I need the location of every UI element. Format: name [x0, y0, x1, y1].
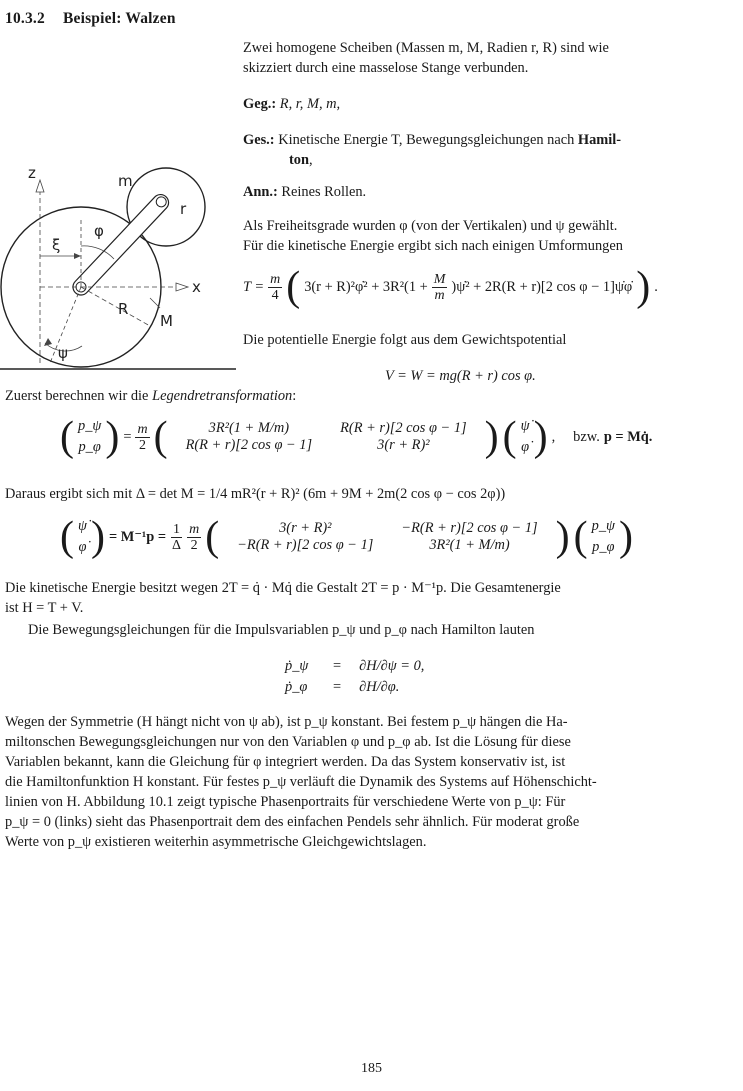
- sought-label: Ges.:: [243, 132, 275, 148]
- label-R: R: [118, 300, 129, 318]
- sought-comma: ,: [309, 152, 313, 168]
- given-text: R, r, M, m,: [279, 96, 341, 112]
- section-title: Beispiel: Walzen: [62, 10, 176, 27]
- kinetic-energy-formula: T = $\frac{m}{4}$ ( 3(r + R)²φ̇² + 3R²(1 + $\frac{M}{m}$ )ψ̇² + 2R(R + r)[2 cos φ − 1]ψ̇φ̇ ) .: [243, 264, 658, 310]
- mass-matrix: 3R²(1 + M/m) R(R + r)[2 cos φ − 1] R(R + r)[2 cos φ − 1] 3(r + R)²: [185, 420, 467, 453]
- label-M: M: [160, 312, 173, 330]
- assumption-label: Ann.:: [243, 184, 278, 200]
- frac-M-m: $\frac{M}{m}$: [433, 271, 446, 303]
- momentum-vector: p_ψ p_φ: [78, 418, 102, 455]
- given-line: [243, 94, 340, 114]
- energy-line-2: ist H = T + V.: [5, 600, 84, 616]
- label-psi: ψ: [58, 344, 68, 362]
- frac-m-2: $\frac{m}{2}$: [137, 421, 148, 453]
- sought-ton: ton: [289, 152, 309, 168]
- legendre-italic: Legendretransformation: [152, 388, 293, 404]
- closing-line-1: Wegen der Symmetrie (H hängt nicht von ψ ab), ist p_ψ konstant. Bei festem p_ψ hängen die Ha-: [5, 714, 568, 730]
- z-axis-arrow: [36, 180, 44, 192]
- potential-formula: V = W = mg(R + r) cos φ.: [385, 368, 536, 384]
- closing-line-3: Variablen bekannt, kann die Gleichung für φ integriert werden. Da das System konservativ ist, ist: [5, 754, 566, 770]
- sought-hamil: Hamil-: [577, 132, 622, 148]
- intro-line-1: Zwei homogene Scheiben (Massen m, M, Radien r, R) sind wie: [243, 40, 609, 56]
- sought-line-2: [289, 150, 313, 170]
- momentum-equation: ( p_ψ p_φ ) = $\frac{m}{2}$ ( 3R²(1 + M/m) R(R + r)[2 cos φ − 1] R(R + r)[2 cos φ − 1] 3(r + R)² ) ( ψ̇ φ̇ ) , bzw. p = Mq̇.: [60, 414, 653, 460]
- section-number: 10.3.2: [5, 10, 45, 27]
- p-equals-Mq: p = Mq̇.: [603, 428, 653, 445]
- intro-line-2: skizziert durch eine masselose Stange verbunden.: [243, 60, 529, 76]
- section-heading: [5, 10, 176, 28]
- kinetic-body-1: 3(r + R)²φ̇² + 3R²(1 +: [304, 278, 428, 295]
- closing-line-6: p_ψ = 0 (links) sieht das Phasenportrait dem des einfachen Pendels sehr ähnlich. Für moderat große: [5, 814, 580, 830]
- closing-line-5: linien von H. Abbildung 10.1 zeigt typische Phasenportraits für verschiedene Werte von p_ψ: Für: [5, 794, 566, 810]
- dof-line-2: Für die kinetische Energie ergibt sich nach einigen Umformungen: [243, 238, 623, 254]
- energy-line-1: Die kinetische Energie besitzt wegen 2T = q̇ · Mq̇ die Gestalt 2T = p · M⁻¹p. Die Gesamtenergie: [5, 580, 561, 596]
- inverse-equation: ( ψ̇ φ̇ ) = M⁻¹p = $\frac{1}{\Delta}$ $\frac{m}{2}$ ( 3(r + R)² −R(R + r)[2 cos φ − 1] −R(R + r)[2 cos φ − 1] 3R²(1 + M/m) ) ( p_ψ p_φ ): [60, 514, 633, 560]
- frac-m-4: $\frac{m}{4}$: [270, 271, 281, 303]
- given-label: Geg.:: [243, 96, 277, 112]
- page-number: 185: [361, 1061, 382, 1076]
- legendre-intro: Zuerst berechnen wir die Legendretransformation:: [5, 388, 297, 404]
- sought-line: [243, 130, 621, 150]
- T-lhs: T =: [243, 278, 265, 295]
- label-m: m: [118, 172, 133, 190]
- closing-line-2: miltonschen Bewegungsgleichungen nur von den Variablen φ und p_φ ab. Ist die Lösung für diese: [5, 734, 571, 750]
- assumption-line: [243, 182, 366, 202]
- rolling-discs-figure: [0, 158, 236, 383]
- kinetic-body-2: )ψ̇² + 2R(R + r)[2 cos φ − 1]ψ̇φ̇: [451, 278, 633, 295]
- energy-line-3: Die Bewegungsgleichungen für die Impulsvariablen p_ψ und p_φ nach Hamilton lauten: [28, 622, 535, 638]
- x-axis-arrow: [176, 283, 188, 291]
- closing-line-7: Werte von p_ψ existieren weiterhin asymmetrische Gleichgewichtslagen.: [5, 834, 427, 850]
- label-z: z: [28, 164, 36, 182]
- assumption-text: Reines Rollen.: [281, 184, 367, 200]
- closing-line-4: die Hamiltonfunktion H konstant. Für festes p_ψ verläuft die Dynamik des Systems auf Höhenschicht-: [5, 774, 597, 790]
- hamilton-equations: ṗ_ψ = ∂H/∂ψ = 0, ṗ_φ = ∂H/∂φ.: [285, 658, 425, 695]
- label-x: x: [192, 278, 201, 296]
- label-phi: φ: [94, 222, 104, 240]
- inverse-matrix: 3(r + R)² −R(R + r)[2 cos φ − 1] −R(R + r)[2 cos φ − 1] 3R²(1 + M/m): [237, 520, 538, 553]
- radius-R: [81, 287, 150, 326]
- label-xi: ξ: [52, 236, 61, 254]
- potential-intro: Die potentielle Energie folgt aus dem Gewichtspotential: [243, 332, 567, 348]
- determinant-line: Daraus ergibt sich mit Δ = det M = 1/4 mR²(r + R)² (6m + 9M + 2m(2 cos φ − cos 2φ)): [5, 486, 506, 502]
- label-r: r: [180, 200, 187, 218]
- velocity-vector: ψ̇ φ̇: [520, 418, 530, 455]
- dof-line-1: Als Freiheitsgrade wurden φ (von der Vertikalen) und ψ gewählt.: [243, 218, 618, 234]
- sought-text: Kinetische Energie T, Bewegungsgleichungen nach: [278, 132, 575, 148]
